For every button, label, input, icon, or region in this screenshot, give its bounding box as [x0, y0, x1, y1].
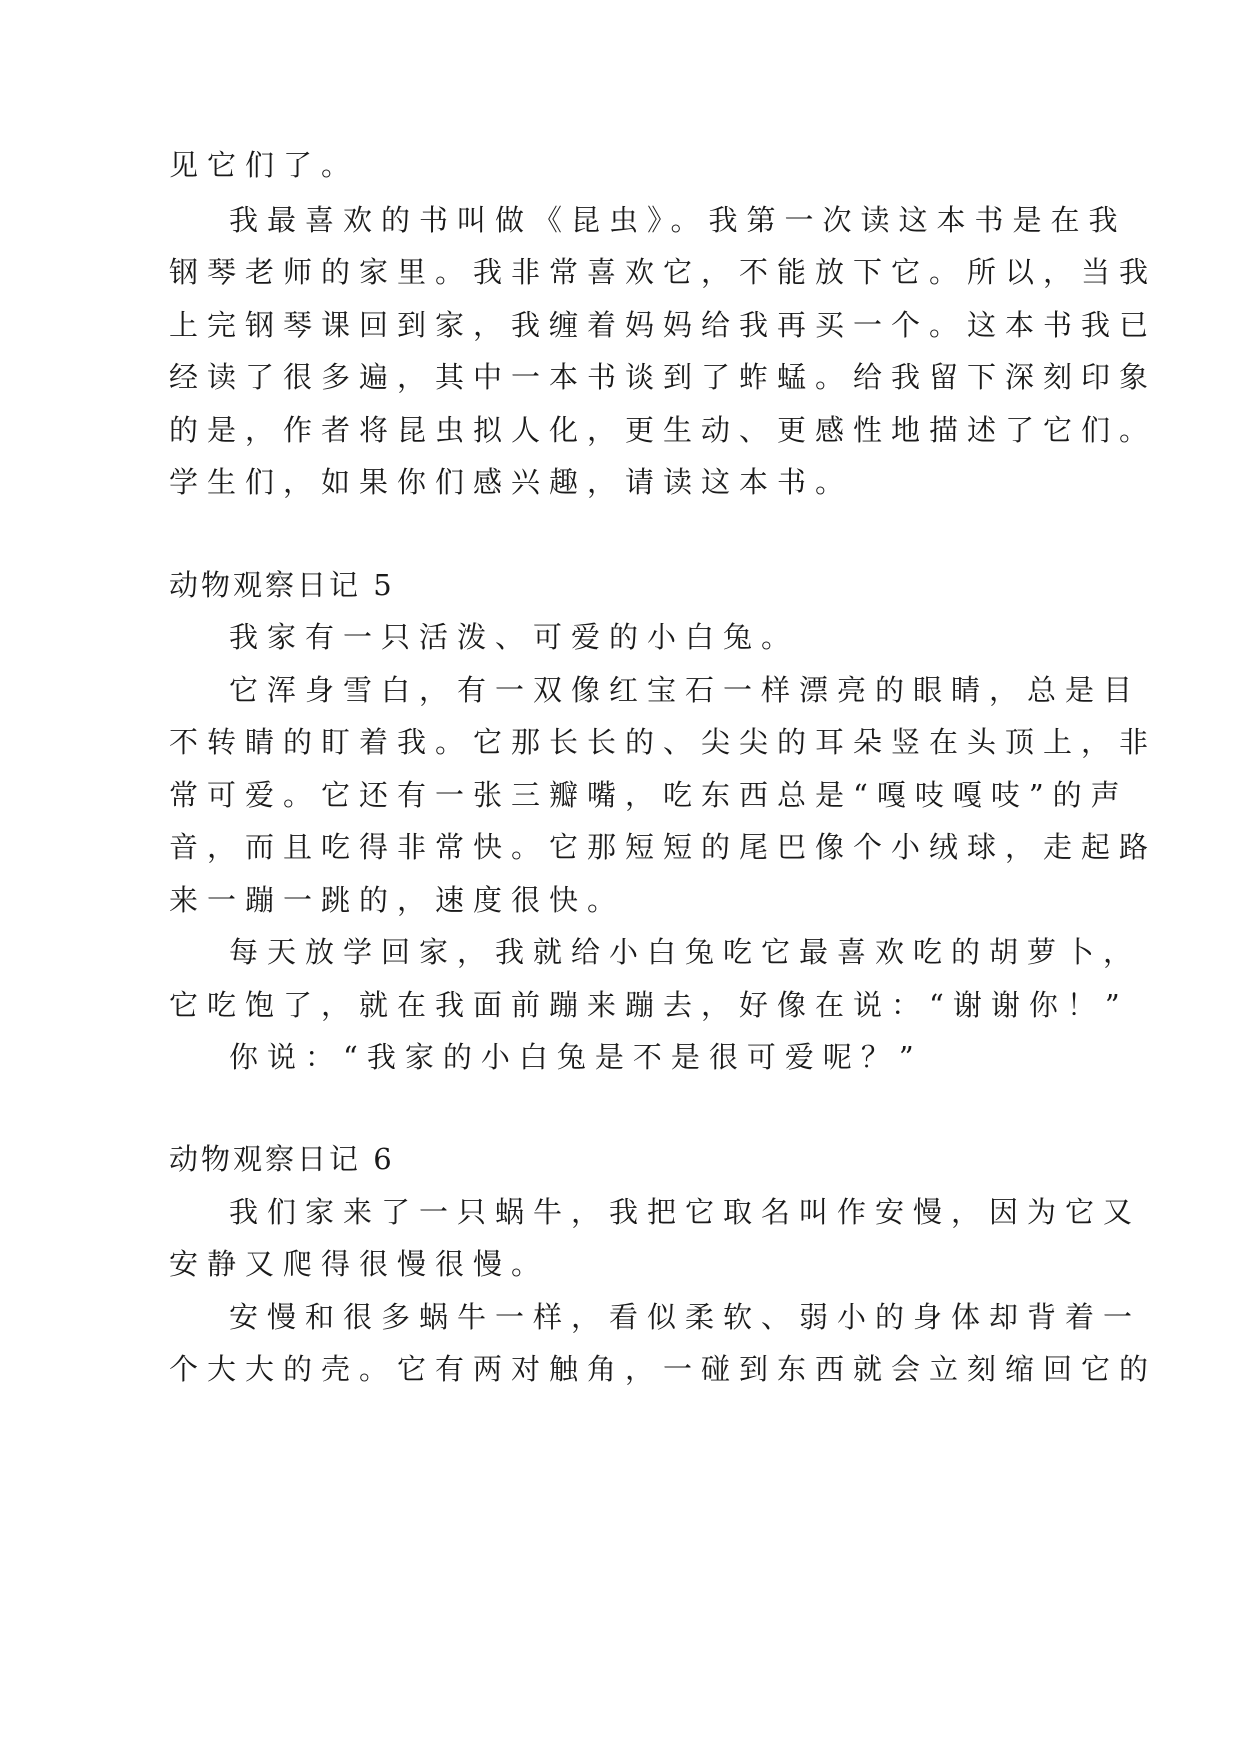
paragraph-line: 经读了很多遍，其中一本书谈到了蚱蜢。给我留下深刻印象 — [169, 360, 1158, 394]
section-title: 动物观察日记 6 — [169, 1142, 395, 1176]
paragraph-line: 不转睛的盯着我。它那长长的、尖尖的耳朵竖在头顶上，非 — [169, 725, 1158, 759]
section-title: 动物观察日记 5 — [169, 568, 395, 602]
paragraph-line: 钢琴老师的家里。我非常喜欢它，不能放下它。所以，当我 — [169, 255, 1158, 289]
paragraph-line: 见它们了。 — [169, 148, 360, 182]
paragraph-line: 来一蹦一跳的，速度很快。 — [169, 883, 626, 917]
paragraph-line: 音，而且吃得非常快。它那短短的尾巴像个小绒球，走起路 — [169, 830, 1158, 864]
paragraph-line: 我们家来了一只蜗牛，我把它取名叫作安慢，因为它又 — [229, 1195, 1142, 1229]
paragraph-line: 常可爱。它还有一张三瓣嘴，吃东西总是“嘎吱嘎吱”的声 — [169, 778, 1129, 812]
paragraph-line: 它吃饱了，就在我面前蹦来蹦去，好像在说：“谢谢你！” — [169, 988, 1129, 1022]
paragraph-line: 个大大的壳。它有两对触角，一碰到东西就会立刻缩回它的 — [169, 1352, 1158, 1386]
paragraph-line: 上完钢琴课回到家，我缠着妈妈给我再买一个。这本书我已 — [169, 308, 1158, 342]
paragraph-line: 每天放学回家，我就给小白兔吃它最喜欢吃的胡萝卜， — [229, 935, 1142, 969]
paragraph-line: 我家有一只活泼、可爱的小白兔。 — [229, 620, 800, 654]
paragraph-line: 安慢和很多蜗牛一样，看似柔软、弱小的身体却背着一 — [229, 1300, 1142, 1334]
paragraph-line: 的是，作者将昆虫拟人化，更生动、更感性地描述了它们。 — [169, 413, 1158, 447]
paragraph-line: 安静又爬得很慢很慢。 — [169, 1247, 550, 1281]
paragraph-line: 你说：“我家的小白兔是不是很可爱呢？” — [229, 1040, 923, 1074]
paragraph-line: 它浑身雪白，有一双像红宝石一样漂亮的眼睛，总是目 — [229, 673, 1142, 707]
paragraph-line: 学生们，如果你们感兴趣，请读这本书。 — [169, 465, 854, 499]
paragraph-line: 我最喜欢的书叫做《昆虫》。我第一次读这本书是在我 — [229, 203, 1127, 237]
